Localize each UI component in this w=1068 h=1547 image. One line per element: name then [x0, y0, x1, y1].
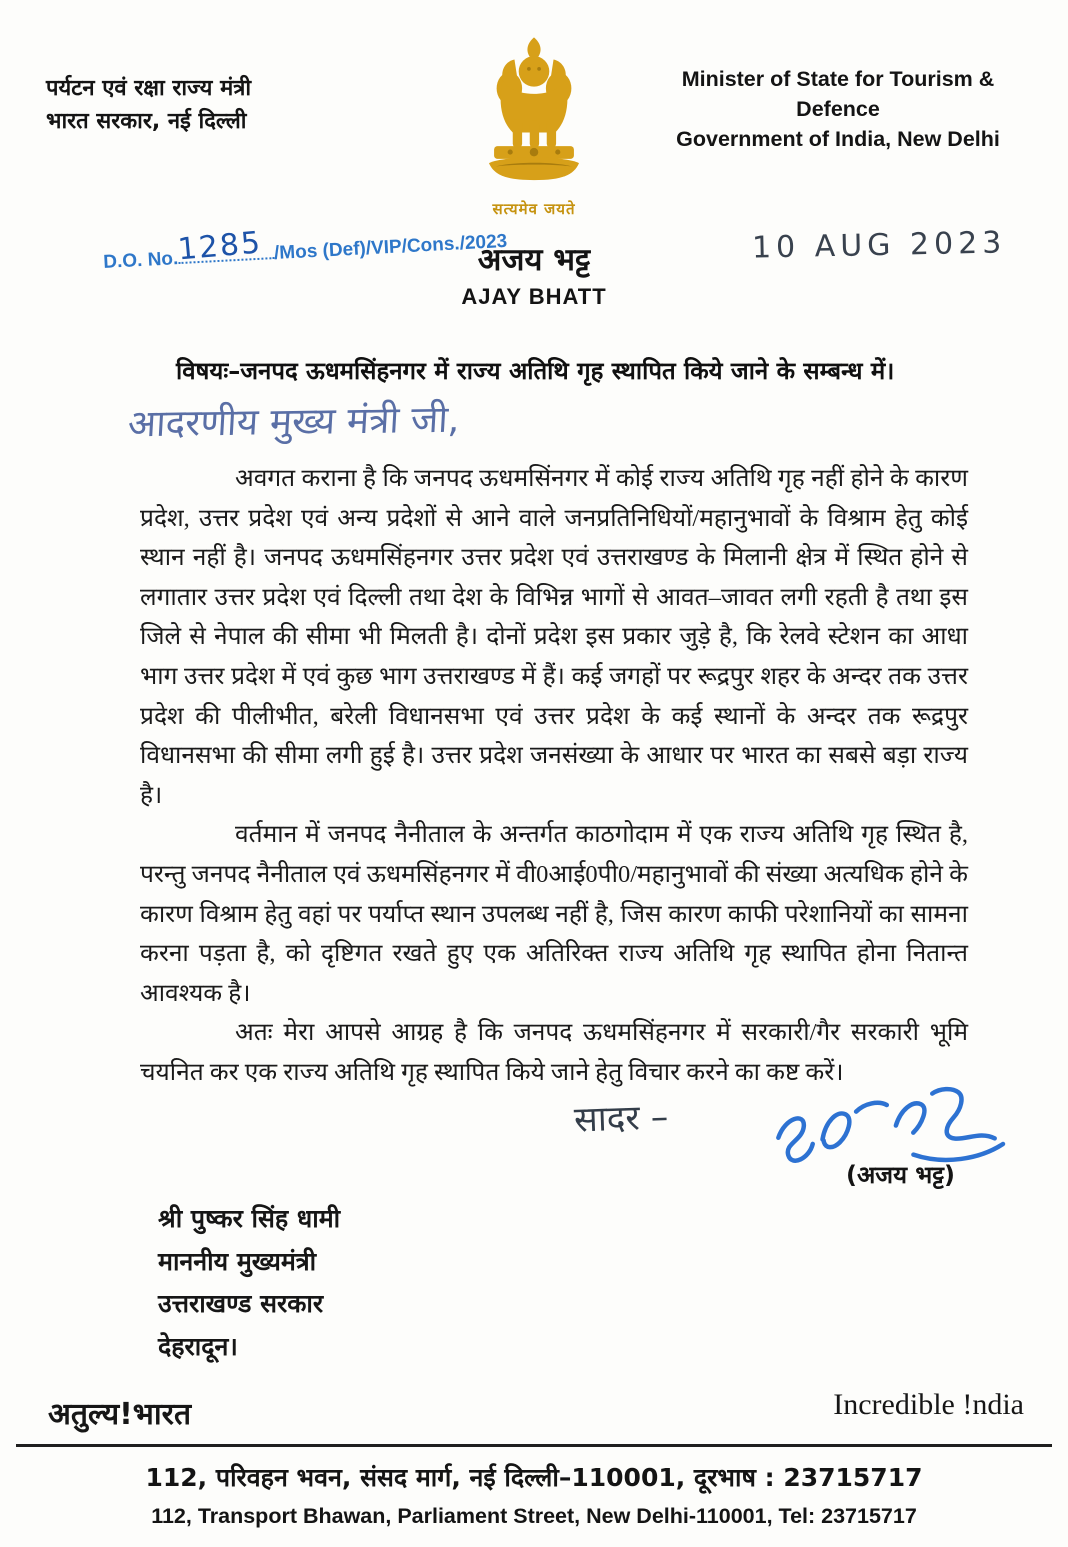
do-label: D.O. No.: [102, 248, 179, 274]
signatory-printed-name: (अजय भट्ट): [846, 1161, 955, 1189]
letterhead-right-line1: Minister of State for Tourism & Defence: [681, 67, 995, 121]
letterhead-right-line2: Government of India, New Delhi: [676, 127, 1000, 151]
incredible-india-hindi-logo: अतुल्य!भारत: [48, 1397, 192, 1432]
minister-name-hindi: अजय भट्ट: [477, 242, 591, 278]
handwritten-date: 10 AUG 2023: [751, 225, 1007, 266]
addressee-line-3: उत्तराखण्ड सरकार: [158, 1289, 324, 1318]
body-paragraph-1: अवगत कराना है कि जनपद ऊधमसिंनगर में कोई राज्य अतिथि गृह नहीं होने के कारण प्रदेश, उत्तर प्रदेश एवं अन्य प्रदेशों से आने वाले जनप्रतिनिधियों/महानुभावों के विश्राम हेतु कोई स्थान नहीं है। जनपद ऊधमसिंहनगर उत्तर प्रदेश एवं उत्तराखण्ड के मिलानी क्षेत्र में स्थित होने से लगातार उत्तर प्रदेश एवं दिल्ली तथा देश के विभिन्न भागों से आवत–जावत लगी रहती है तथा इस जिले से नेपाल की सीमा भी मिलती है। दोनों प्रदेश इस प्रकार जुड़े है, कि रेलवे स्टेशन का आधा भाग उत्तर प्रदेश में एवं कुछ भाग उत्तराखण्ड में हैं। कई जगहों पर रूद्रपुर शहर के अन्दर तक उत्तर प्रदेश की पीलीभीत, बरेली विधानसभा एवं उत्तर प्रदेश के कई स्थानों के अन्दर तक रूद्रपुर विधानसभा की सीमा लगी हुई है। उत्तर प्रदेश जनसंख्या के आधार पर भारत का सबसे बड़ा राज्य है।: [140, 465, 968, 809]
minister-name-english: AJAY BHATT: [461, 284, 607, 309]
addressee-line-2: माननीय मुख्यमंत्री: [158, 1246, 317, 1276]
addressee-line-4: देहरादून।: [158, 1331, 238, 1361]
do-dotted-line: [176, 225, 275, 268]
do-number-handwritten: 1285: [176, 225, 264, 268]
letterhead-left-line1: पर्यटन एवं रक्षा राज्य मंत्री: [46, 76, 252, 101]
letter-body: [140, 459, 968, 1093]
subject-line: विषयः–जनपद ऊधमसिंहनगर में राज्य अतिथि गृह स्थापित किये जाने के सम्बन्ध में।: [176, 357, 895, 385]
letterhead-left-line2: भारत सरकार, नई दिल्ली: [46, 109, 247, 134]
footer-address-english: 112, Transport Bhawan, Parliament Street, New Delhi-110001, Tel: 23715717: [151, 1504, 917, 1528]
handwritten-regards: सादर –: [573, 1097, 669, 1141]
emblem-motto: सत्यमेव जयते: [492, 200, 576, 218]
do-number-line: [102, 225, 508, 274]
minister-name-block: [461, 238, 606, 310]
letterhead-left: [46, 72, 251, 138]
do-suffix: /Mos (Def)/VIP/Cons./2023: [273, 230, 508, 265]
state-emblem-of-india-icon: [470, 179, 598, 196]
footer-divider: [16, 1444, 1052, 1447]
emblem-block: [454, 34, 614, 219]
footer-address-hindi: 112, परिवहन भवन, संसद मार्ग, नई दिल्ली–110001, दूरभाष : 23715717: [145, 1463, 923, 1492]
body-paragraph-3: अतः मेरा आपसे आग्रह है कि जनपद ऊधमसिंहनगर में सरकारी/गैर सरकारी भूमि चयनित कर एक राज्य अतिथि गृह स्थापित किये जाने हेतु विचार करने का कष्ट करें।: [140, 1019, 968, 1086]
handwritten-salutation: आदरणीय मुख्य मंत्री जी,: [126, 397, 461, 446]
body-paragraph-2: वर्तमान में जनपद नैनीताल के अन्तर्गत काठगोदाम में एक राज्य अतिथि गृह स्थित है, परन्तु जनपद नैनीताल एवं ऊधमसिंहनगर में वी0आई0पी0/महानुभावों की संख्या अत्यधिक होने के कारण विश्राम हेतु वहां पर पर्याप्त स्थान उपलब्ध नहीं है, जिस कारण काफी परेशानियों का सामना करना पड़ता है, को दृष्टिगत रखते हुए एक अतिरिक्त राज्य अतिथि गृह स्थापित होना नितान्त आवश्यक है।: [140, 821, 968, 1007]
addressee-line-1: श्री पुष्कर सिंह धामी: [158, 1204, 341, 1233]
incredible-india-english-logo: Incredible !ndia: [833, 1388, 1024, 1421]
addressee-block: [158, 1198, 340, 1368]
letterhead-right: [638, 64, 1038, 154]
